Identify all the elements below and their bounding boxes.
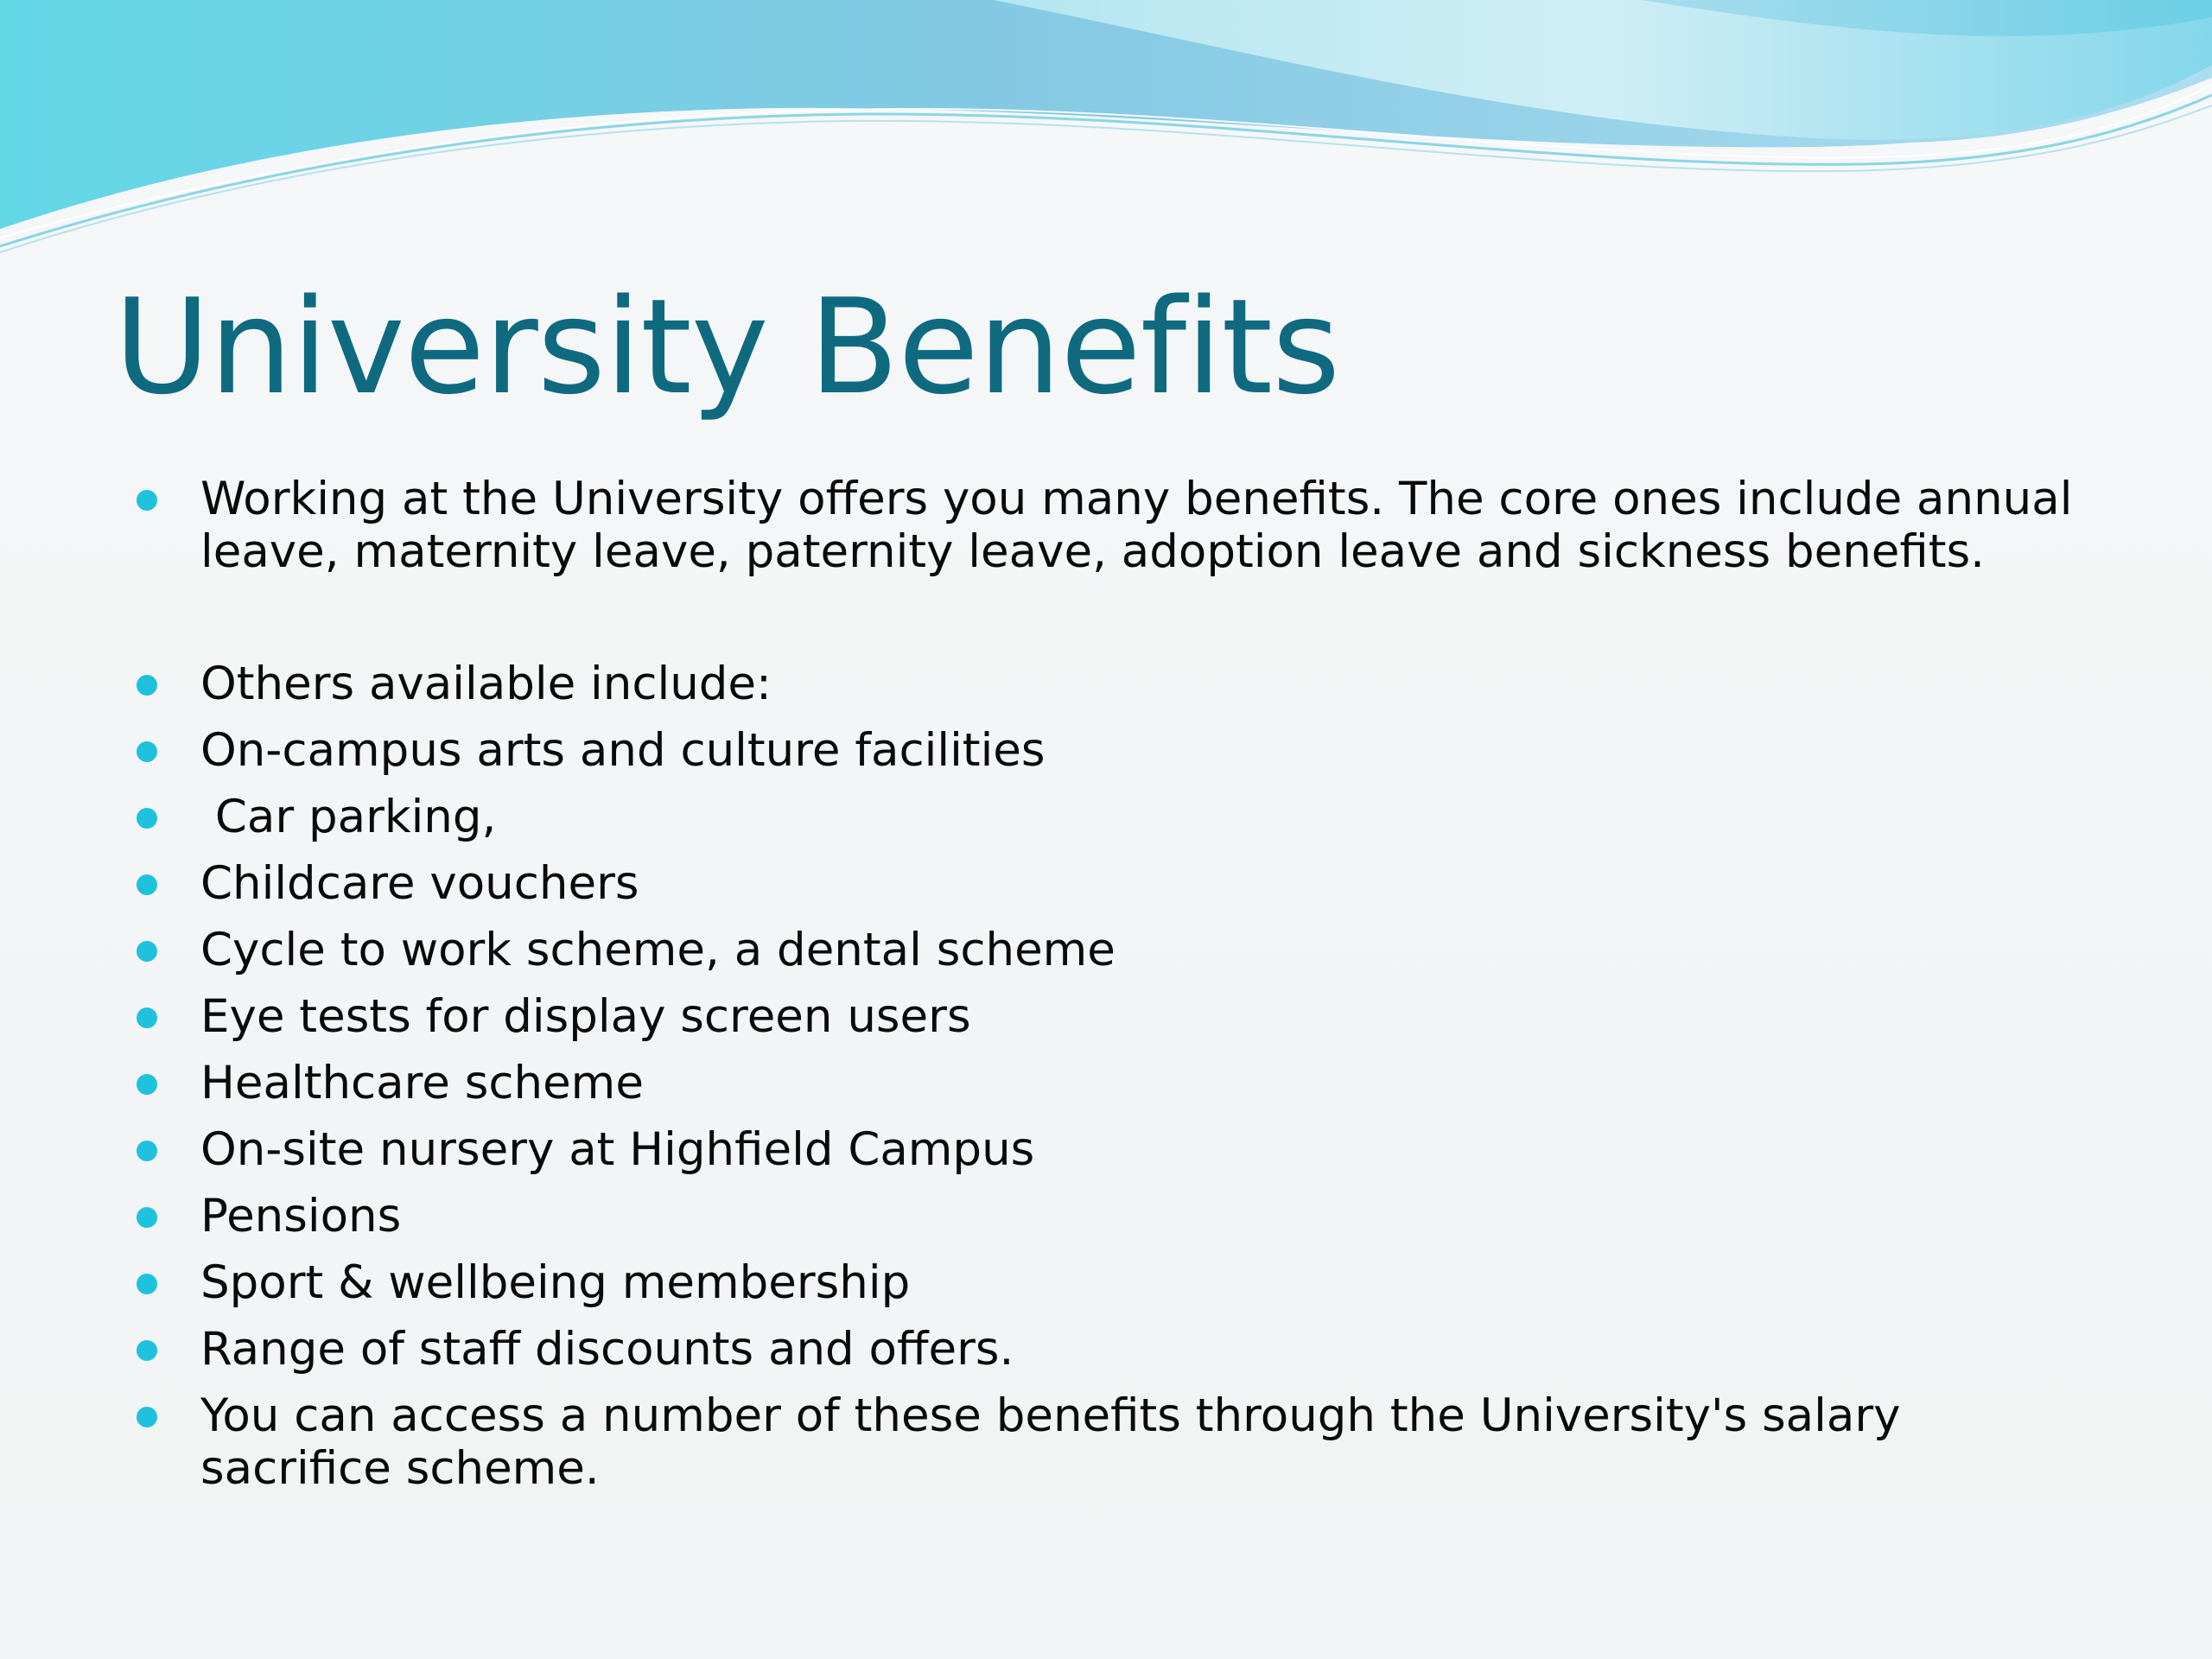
list-item [130, 791, 2091, 843]
list-item [130, 1190, 2091, 1243]
list-item-text: On-site nursery at Highfield Campus [200, 1123, 1035, 1176]
list-item-text: Others available include: [200, 658, 772, 710]
list-item-text: Eye tests for display screen users [200, 990, 971, 1043]
list-item-text: Car parking, [200, 791, 497, 843]
list-item [130, 1123, 2091, 1176]
bullet-dot-icon [137, 490, 157, 511]
bullet-dot-icon [137, 1141, 157, 1161]
bullet-dot-icon [137, 1074, 157, 1095]
bullet-dot-icon [137, 1007, 157, 1028]
bullet-dot-icon [137, 741, 157, 762]
list-item-text: Childcare vouchers [200, 857, 639, 910]
list-item-text: Range of staff discounts and offers. [200, 1323, 1014, 1376]
benefits-list [130, 473, 2091, 1509]
wave-header-decoration [0, 0, 2212, 259]
bullet-dot-icon [137, 808, 157, 829]
list-item [130, 1323, 2091, 1376]
list-item-text: Cycle to work scheme, a dental scheme [200, 924, 1116, 976]
list-item-text: Pensions [200, 1190, 402, 1243]
list-item [130, 658, 2091, 710]
list-item-text: On-campus arts and culture facilities [200, 724, 1046, 777]
list-item-text: Sport & wellbeing membership [200, 1256, 911, 1309]
list-item [130, 1256, 2091, 1309]
bullet-dot-icon [137, 941, 157, 962]
list-item-text: Working at the University offers you many benefits. The core ones include annual leave, maternity leave, paternity leave, adoption leave and sickness benefits. [200, 473, 2088, 578]
list-item [130, 924, 2091, 976]
bullet-dot-icon [137, 675, 157, 696]
bullet-dot-icon [137, 1340, 157, 1361]
list-item-text: Healthcare scheme [200, 1057, 644, 1109]
list-item [130, 990, 2091, 1043]
list-item [130, 724, 2091, 777]
bullet-dot-icon [137, 874, 157, 895]
list-item [130, 1057, 2091, 1109]
bullet-dot-icon [137, 1407, 157, 1427]
slide-title: University Benefits [114, 270, 1340, 423]
bullet-dot-icon [137, 1274, 157, 1294]
list-item [130, 857, 2091, 910]
list-item [130, 473, 2091, 578]
list-item-text: You can access a number of these benefits through the University's salary sacrifice scheme. [200, 1389, 1916, 1495]
bullet-dot-icon [137, 1207, 157, 1228]
list-item [130, 1389, 2091, 1495]
